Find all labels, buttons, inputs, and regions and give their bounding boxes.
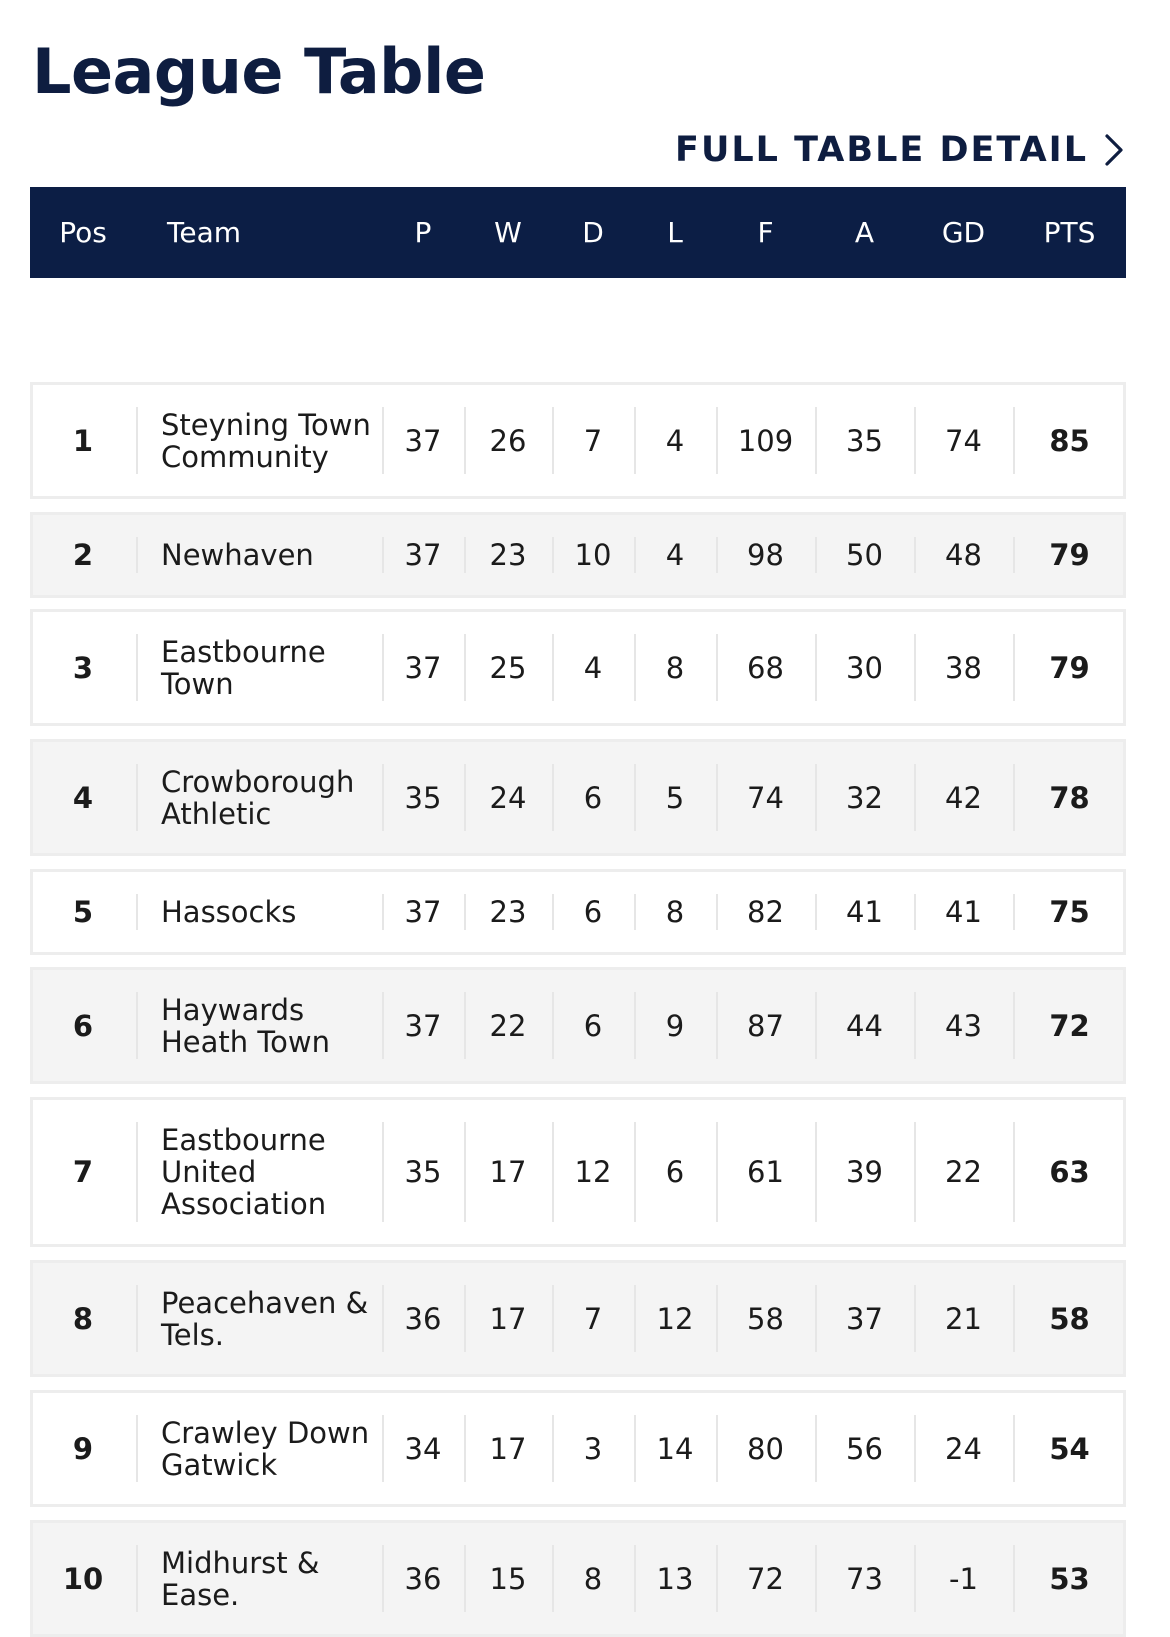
cell-goals-against: 44 <box>846 1008 883 1043</box>
cell-goal-difference: 48 <box>945 538 982 572</box>
table-header <box>30 187 1126 278</box>
column-divider <box>136 894 138 930</box>
full-table-detail-link[interactable] <box>675 126 1124 174</box>
cell-team: Hassocks <box>161 895 297 929</box>
cell-lost: 8 <box>665 650 685 685</box>
cell-points: 79 <box>1049 650 1090 685</box>
cell-played: 34 <box>404 1431 442 1466</box>
chevron-right-icon <box>1104 133 1124 167</box>
cell-goals-for: 109 <box>737 423 794 458</box>
cell-goals-against: 56 <box>846 1431 883 1466</box>
column-divider <box>136 1545 138 1612</box>
cell-drawn: 7 <box>583 423 603 458</box>
table-row[interactable] <box>30 967 1126 1084</box>
cell-goal-difference: 41 <box>945 895 982 929</box>
header-team: Team <box>167 216 242 249</box>
cell-goals-for: 80 <box>747 1431 784 1466</box>
column-divider <box>136 1122 138 1222</box>
cell-goal-difference: 42 <box>945 780 982 815</box>
cell-team: Crawley Down Gatwick <box>161 1415 370 1482</box>
full-table-detail-label: FULL TABLE DETAIL <box>675 130 1088 170</box>
cell-goals-against: 50 <box>846 538 883 572</box>
cell-played: 35 <box>404 1155 442 1189</box>
table-row[interactable] <box>30 512 1126 598</box>
cell-won: 23 <box>489 538 527 572</box>
cell-won: 17 <box>489 1431 527 1466</box>
cell-pos: 10 <box>62 1561 104 1596</box>
cell-goals-against: 41 <box>846 895 883 929</box>
cell-goals-for: 58 <box>747 1301 784 1336</box>
cell-drawn: 4 <box>583 650 603 685</box>
cell-played: 37 <box>404 423 442 458</box>
header-goal-difference: GD <box>941 216 986 249</box>
column-divider <box>136 992 138 1059</box>
table-row[interactable] <box>30 1520 1126 1637</box>
header-points: PTS <box>1043 216 1096 249</box>
cell-drawn: 6 <box>583 895 603 929</box>
cell-points: 75 <box>1049 895 1090 929</box>
cell-drawn: 10 <box>574 538 612 572</box>
column-divider <box>136 1415 138 1482</box>
cell-won: 22 <box>489 1008 527 1043</box>
cell-goals-against: 30 <box>846 650 883 685</box>
cell-pos: 6 <box>72 1008 94 1043</box>
table-row[interactable] <box>30 609 1126 726</box>
cell-played: 36 <box>404 1301 442 1336</box>
cell-lost: 5 <box>665 780 685 815</box>
cell-goal-difference: 21 <box>945 1301 982 1336</box>
cell-points: 85 <box>1049 423 1090 458</box>
cell-won: 25 <box>489 650 527 685</box>
table-row[interactable] <box>30 739 1126 856</box>
header-won: W <box>494 216 522 249</box>
cell-team: Steyning Town Community <box>161 407 371 474</box>
column-divider <box>136 634 138 701</box>
cell-lost: 14 <box>656 1431 694 1466</box>
cell-drawn: 6 <box>583 780 603 815</box>
cell-goals-for: 82 <box>747 895 784 929</box>
cell-lost: 4 <box>665 423 685 458</box>
header-pos: Pos <box>59 216 107 249</box>
cell-goal-difference: 43 <box>945 1008 982 1043</box>
cell-won: 15 <box>489 1561 527 1596</box>
cell-pos: 8 <box>72 1301 94 1336</box>
page-title: League Table <box>32 35 486 108</box>
cell-goal-difference: 74 <box>945 423 982 458</box>
cell-points: 72 <box>1049 1008 1090 1043</box>
cell-goals-for: 68 <box>747 650 784 685</box>
cell-points: 63 <box>1049 1155 1090 1189</box>
cell-drawn: 12 <box>574 1155 612 1189</box>
column-divider <box>136 1285 138 1352</box>
header-goals-against: A <box>854 216 875 249</box>
cell-played: 37 <box>404 1008 442 1043</box>
cell-won: 26 <box>489 423 527 458</box>
cell-played: 37 <box>404 650 442 685</box>
cell-won: 23 <box>489 895 527 929</box>
cell-pos: 5 <box>72 895 94 929</box>
league-table <box>30 187 1126 1612</box>
table-row[interactable] <box>30 869 1126 955</box>
cell-team: Eastbourne United Association <box>161 1123 327 1221</box>
cell-won: 24 <box>489 780 527 815</box>
cell-drawn: 6 <box>583 1008 603 1043</box>
cell-goals-for: 74 <box>747 780 784 815</box>
cell-lost: 13 <box>656 1561 694 1596</box>
cell-points: 53 <box>1049 1561 1090 1596</box>
cell-team: Peacehaven & Tels. <box>161 1285 369 1352</box>
cell-team: Eastbourne Town <box>161 634 326 701</box>
table-row[interactable] <box>30 1390 1126 1507</box>
table-row[interactable] <box>30 382 1126 499</box>
cell-goals-against: 73 <box>846 1561 883 1596</box>
cell-goals-against: 32 <box>846 780 883 815</box>
cell-points: 54 <box>1049 1431 1090 1466</box>
header-drawn: D <box>582 216 604 249</box>
cell-played: 36 <box>404 1561 442 1596</box>
column-divider <box>136 764 138 831</box>
cell-lost: 4 <box>665 538 685 572</box>
cell-goals-for: 98 <box>747 538 784 572</box>
cell-won: 17 <box>489 1301 527 1336</box>
cell-team: Crowborough Athletic <box>161 764 355 831</box>
cell-goals-for: 87 <box>747 1008 784 1043</box>
cell-pos: 4 <box>72 780 94 815</box>
cell-played: 37 <box>404 538 442 572</box>
cell-pos: 1 <box>72 423 94 458</box>
column-divider <box>136 537 138 573</box>
header-goals-for: F <box>757 216 774 249</box>
cell-pos: 2 <box>72 538 94 572</box>
cell-lost: 12 <box>656 1301 694 1336</box>
cell-points: 78 <box>1049 780 1090 815</box>
cell-lost: 9 <box>665 1008 685 1043</box>
cell-points: 79 <box>1049 538 1090 572</box>
cell-goals-against: 39 <box>846 1155 883 1189</box>
cell-drawn: 7 <box>583 1301 603 1336</box>
cell-lost: 8 <box>665 895 685 929</box>
cell-pos: 7 <box>72 1155 94 1189</box>
cell-goals-against: 37 <box>846 1301 883 1336</box>
cell-played: 37 <box>404 895 442 929</box>
cell-goal-difference: 38 <box>945 650 982 685</box>
cell-won: 17 <box>489 1155 527 1189</box>
column-divider <box>136 407 138 474</box>
cell-pos: 3 <box>72 650 94 685</box>
cell-goals-for: 72 <box>747 1561 784 1596</box>
cell-played: 35 <box>404 780 442 815</box>
cell-goal-difference: 22 <box>945 1155 982 1189</box>
cell-team: Midhurst & Ease. <box>161 1545 320 1612</box>
cell-drawn: 3 <box>583 1431 603 1466</box>
table-row[interactable] <box>30 1260 1126 1377</box>
cell-goal-difference: 24 <box>945 1431 982 1466</box>
header-lost: L <box>667 216 683 249</box>
cell-goals-for: 61 <box>747 1155 784 1189</box>
cell-pos: 9 <box>72 1431 94 1466</box>
cell-team: Newhaven <box>161 538 314 572</box>
cell-points: 58 <box>1049 1301 1090 1336</box>
cell-goal-difference: -1 <box>949 1561 978 1596</box>
cell-lost: 6 <box>665 1155 685 1189</box>
table-row[interactable] <box>30 1097 1126 1247</box>
header-played: P <box>414 216 432 249</box>
cell-goals-against: 35 <box>846 423 883 458</box>
cell-team: Haywards Heath Town <box>161 992 331 1059</box>
cell-drawn: 8 <box>583 1561 603 1596</box>
